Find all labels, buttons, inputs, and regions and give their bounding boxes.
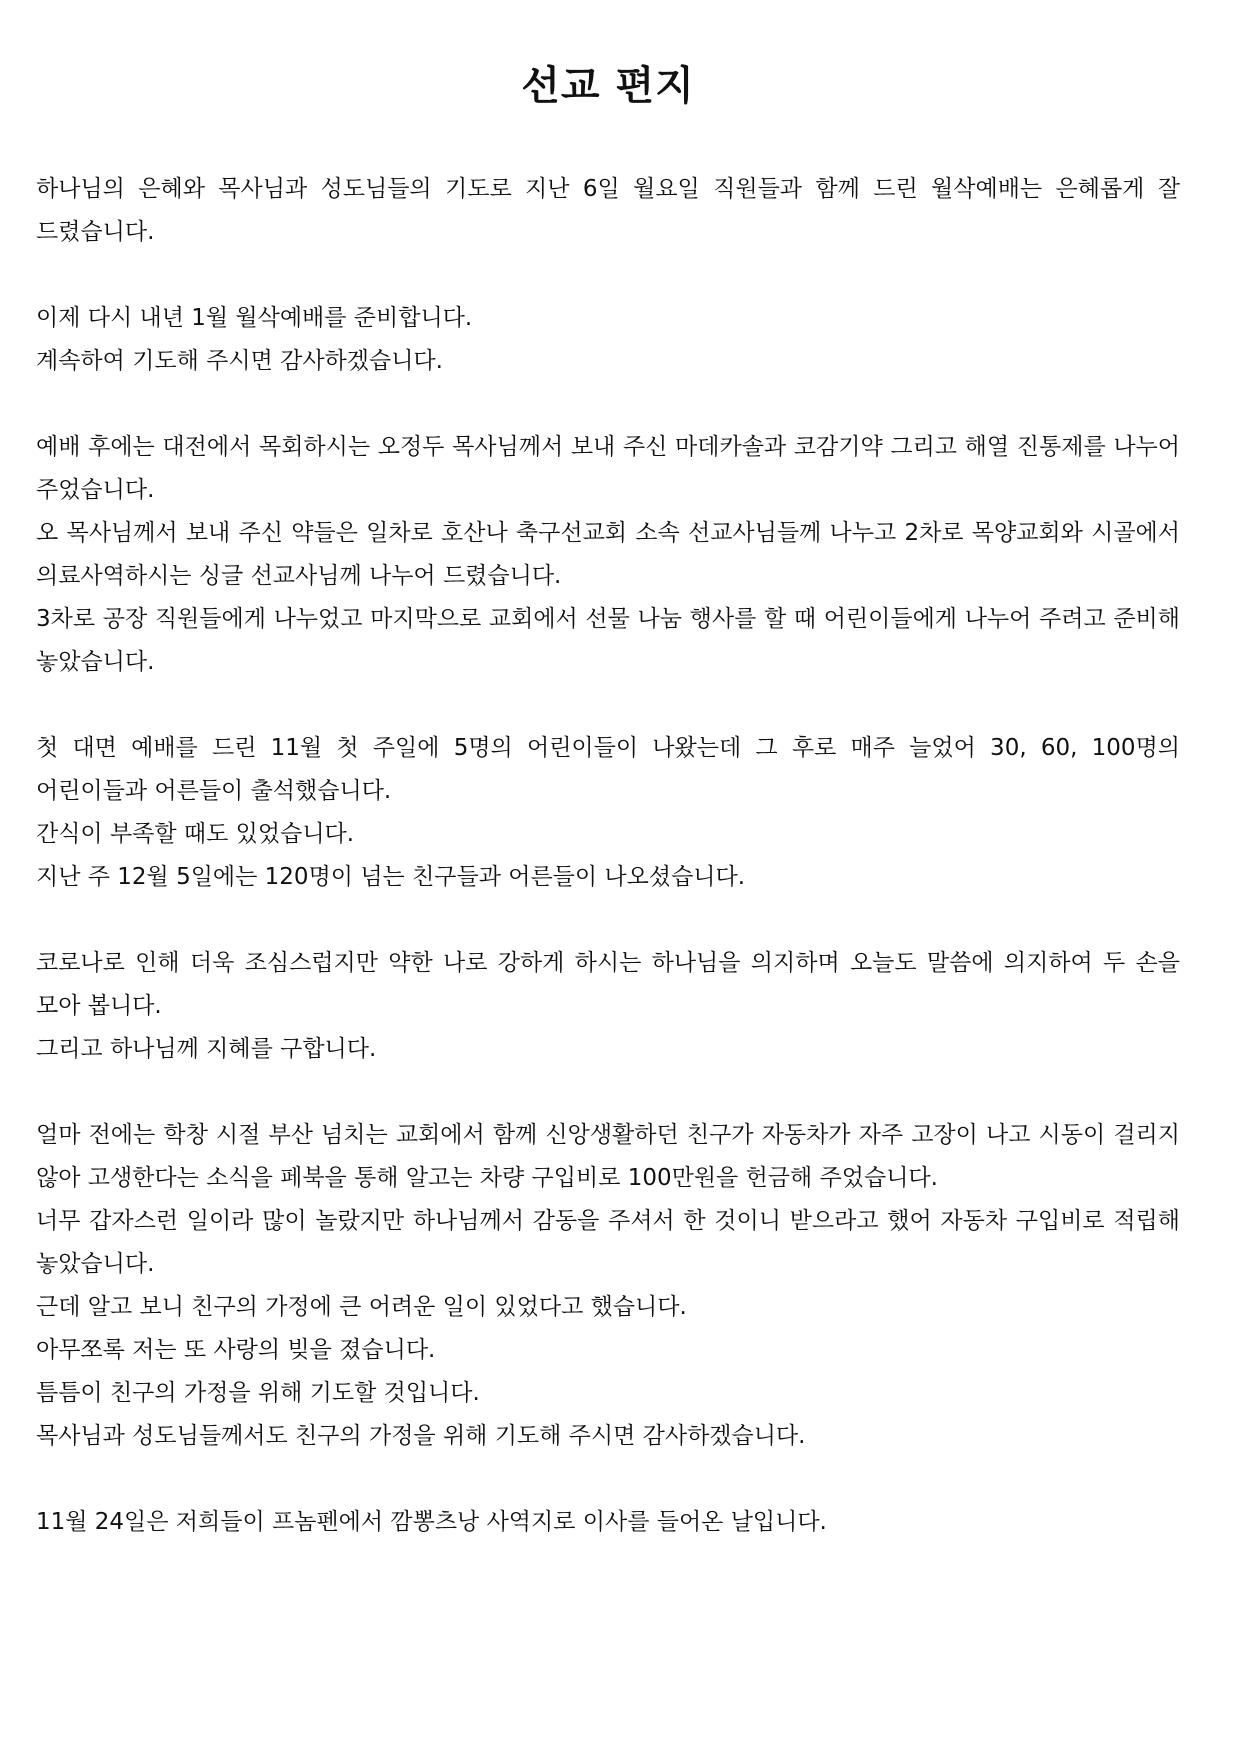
paragraph-line: 너무 갑자스런 일이라 많이 놀랐지만 하나님께서 감동을 주셔서 한 것이니 받으라고 했어 자동차 구입비로 적립해 놓았습니다. [36, 1208, 1180, 1277]
paragraph-line: 하나님의 은혜와 목사님과 성도님들의 기도로 지난 6일 월요일 직원들과 함께 드린 월삭예배는 은혜롭게 잘 드렸습니다. [36, 176, 1180, 245]
paragraph [36, 297, 1180, 383]
paragraph-line: 아무쪼록 저는 또 사랑의 빚을 졌습니다. [36, 1337, 436, 1363]
paragraph-line: 목사님과 성도님들께서도 친구의 가정을 위해 기도해 주시면 감사하겠습니다. [36, 1423, 806, 1449]
paragraph-line: 3차로 공장 직원들에게 나누었고 마지막으로 교회에서 선물 나눔 행사를 할 때 어린이들에게 나누어 주려고 준비해 놓았습니다. [36, 606, 1180, 675]
paragraph [36, 426, 1180, 684]
paragraph-line: 얼마 전에는 학창 시절 부산 넘치는 교회에서 함께 신앙생활하던 친구가 자동차가 자주 고장이 나고 시동이 걸리지 않아 고생한다는 소식을 페북을 통해 알고는 차량 구입비로 100만원을 헌금해 주었습니다. [36, 1122, 1180, 1191]
paragraph-line: 지난 주 12월 5일에는 120명이 넘는 친구들과 어른들이 나오셨습니다. [36, 864, 746, 890]
paragraph-line: 근데 알고 보니 친구의 가정에 큰 어려운 일이 있었다고 했습니다. [36, 1294, 687, 1320]
paragraph [36, 1114, 1180, 1458]
paragraph-line: 간식이 부족할 때도 있었습니다. [36, 821, 355, 847]
page-title: 선교 편지 [521, 63, 695, 109]
paragraph-line: 예배 후에는 대전에서 목회하시는 오정두 목사님께서 보내 주신 마데카솔과 코감기약 그리고 해열 진통제를 나누어 주었습니다. [36, 434, 1180, 503]
paragraph-line: 이제 다시 내년 1월 월삭예배를 준비합니다. [36, 305, 473, 331]
paragraph-line: 그리고 하나님께 지혜를 구합니다. [36, 1036, 377, 1062]
paragraph-line: 11월 24일은 저희들이 프놈펜에서 깜뽕츠낭 사역지로 이사를 들어온 날입니다. [36, 1509, 827, 1535]
paragraph-line: 계속하여 기도해 주시면 감사하겠습니다. [36, 348, 443, 374]
paragraph [36, 168, 1180, 254]
paragraph-line: 오 목사님께서 보내 주신 약들은 일차로 호산나 축구선교회 소속 선교사님들께 나누고 2차로 목양교회와 시골에서 의료사역하시는 싱글 선교사님께 나누어 드렸습니다. [36, 520, 1180, 589]
paragraph [36, 727, 1180, 899]
paragraph-line: 첫 대면 예배를 드린 11월 첫 주일에 5명의 어린이들이 나왔는데 그 후로 매주 늘었어 30, 60, 100명의 어린이들과 어른들이 출석했습니다. [36, 735, 1180, 804]
paragraph [36, 942, 1180, 1071]
paragraph-line: 틈틈이 친구의 가정을 위해 기도할 것입니다. [36, 1380, 480, 1406]
paragraph [36, 1501, 1180, 1544]
paragraph-line: 코로나로 인해 더욱 조심스럽지만 약한 나로 강하게 하시는 하나님을 의지하며 오늘도 말씀에 의지하여 두 손을 모아 봅니다. [36, 950, 1180, 1019]
letter-body [36, 168, 1180, 1544]
